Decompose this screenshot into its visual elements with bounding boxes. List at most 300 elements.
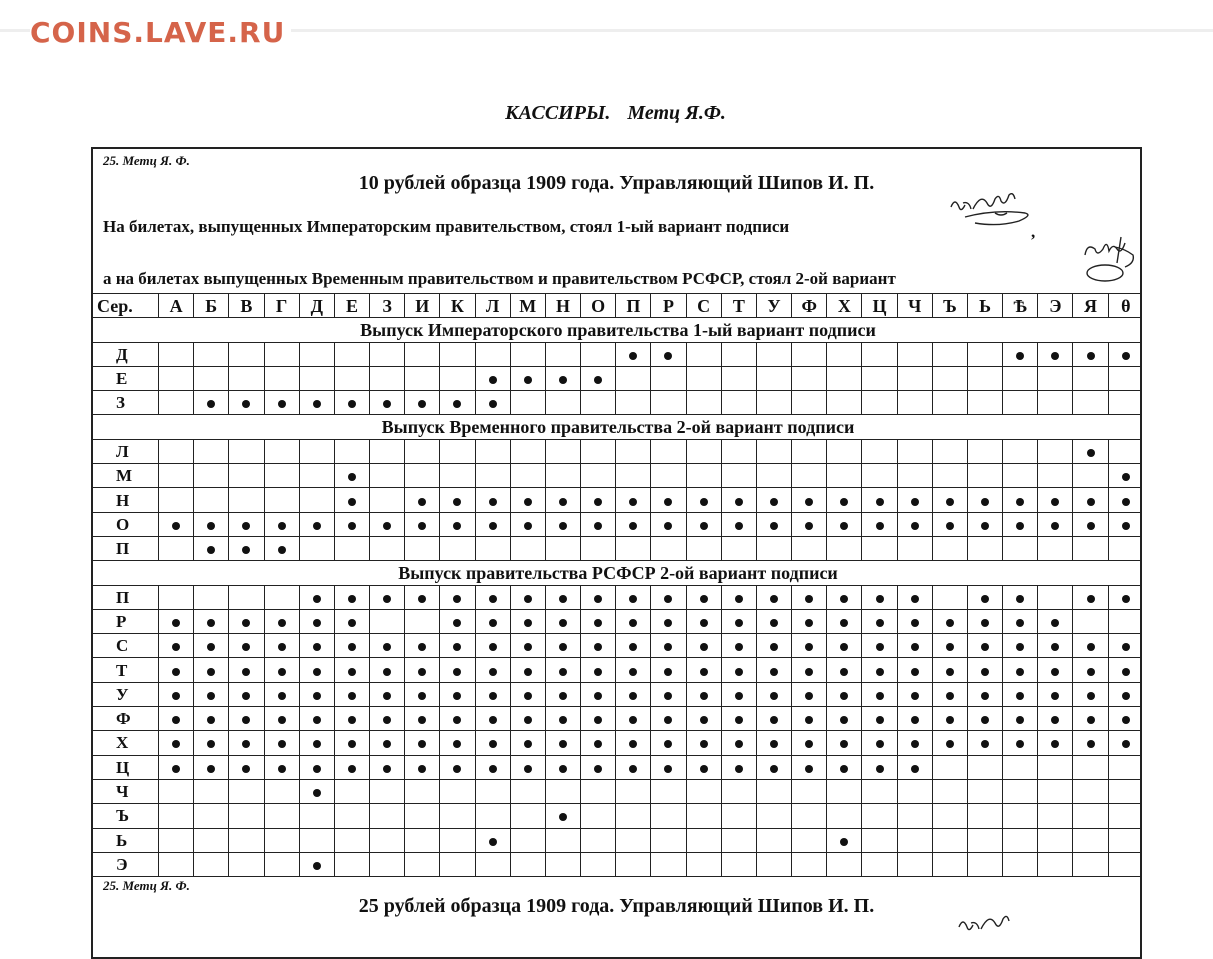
table-cell bbox=[405, 707, 440, 731]
table-cell bbox=[651, 658, 686, 682]
signature-variant-1-icon bbox=[945, 193, 1035, 233]
table-cell bbox=[1038, 682, 1073, 706]
table-cell bbox=[159, 707, 194, 731]
table-cell bbox=[967, 585, 1002, 609]
table-cell bbox=[334, 779, 369, 803]
table-cell bbox=[405, 779, 440, 803]
column-header: Х bbox=[827, 294, 862, 318]
series-letter: П bbox=[93, 536, 159, 560]
presence-dot-icon bbox=[242, 546, 250, 554]
table-cell bbox=[159, 634, 194, 658]
presence-dot-icon bbox=[946, 619, 954, 627]
table-cell bbox=[510, 464, 545, 488]
denomination-title: 10 рублей образца 1909 года. Управляющий Шипов И. П. bbox=[358, 172, 875, 194]
presence-dot-icon bbox=[489, 643, 497, 651]
column-header: Я bbox=[1073, 294, 1108, 318]
presence-dot-icon bbox=[735, 740, 743, 748]
table-cell bbox=[932, 585, 967, 609]
presence-dot-icon bbox=[242, 668, 250, 676]
presence-dot-icon bbox=[489, 376, 497, 384]
column-header: Н bbox=[545, 294, 580, 318]
table-cell bbox=[827, 658, 862, 682]
table-cell bbox=[1003, 682, 1038, 706]
presence-dot-icon bbox=[418, 668, 426, 676]
presence-dot-icon bbox=[453, 668, 461, 676]
table-cell bbox=[651, 852, 686, 876]
table-cell bbox=[229, 464, 264, 488]
presence-dot-icon bbox=[1122, 498, 1130, 506]
presence-dot-icon bbox=[876, 595, 884, 603]
table-cell bbox=[475, 342, 510, 366]
series-letter: М bbox=[93, 464, 159, 488]
presence-dot-icon bbox=[1016, 619, 1024, 627]
presence-dot-icon bbox=[559, 716, 567, 724]
table-cell bbox=[405, 828, 440, 852]
presence-dot-icon bbox=[805, 692, 813, 700]
table-cell bbox=[581, 391, 616, 415]
table-cell bbox=[229, 536, 264, 560]
table-cell bbox=[440, 464, 475, 488]
table-cell bbox=[299, 366, 334, 390]
presence-dot-icon bbox=[594, 643, 602, 651]
table-cell bbox=[721, 536, 756, 560]
presence-dot-icon bbox=[524, 376, 532, 384]
presence-dot-icon bbox=[383, 400, 391, 408]
signature-note-1-comma: , bbox=[1031, 222, 1036, 241]
table-cell bbox=[967, 488, 1002, 512]
table-cell bbox=[1003, 512, 1038, 536]
table-cell bbox=[756, 731, 791, 755]
table-cell bbox=[967, 342, 1002, 366]
presence-dot-icon bbox=[489, 716, 497, 724]
table-cell bbox=[792, 439, 827, 463]
table-cell bbox=[194, 682, 229, 706]
column-header: М bbox=[510, 294, 545, 318]
column-header: Ч bbox=[897, 294, 932, 318]
table-cell bbox=[475, 779, 510, 803]
table-cell bbox=[756, 536, 791, 560]
table-cell bbox=[616, 682, 651, 706]
table-cell bbox=[581, 804, 616, 828]
table-cell bbox=[475, 731, 510, 755]
table-cell bbox=[475, 536, 510, 560]
table-cell bbox=[475, 828, 510, 852]
table-cell bbox=[299, 731, 334, 755]
presence-dot-icon bbox=[700, 522, 708, 530]
table-cell bbox=[545, 634, 580, 658]
table-cell bbox=[932, 852, 967, 876]
presence-dot-icon bbox=[981, 522, 989, 530]
table-cell bbox=[721, 852, 756, 876]
table-cell bbox=[616, 512, 651, 536]
column-header: К bbox=[440, 294, 475, 318]
table-cell bbox=[827, 342, 862, 366]
table-cell bbox=[1038, 707, 1073, 731]
presence-dot-icon bbox=[911, 498, 919, 506]
presence-dot-icon bbox=[770, 522, 778, 530]
presence-dot-icon bbox=[418, 765, 426, 773]
table-cell bbox=[299, 391, 334, 415]
table-cell bbox=[1073, 707, 1108, 731]
table-cell bbox=[827, 634, 862, 658]
series-letter: З bbox=[93, 391, 159, 415]
table-cell bbox=[264, 828, 299, 852]
table-cell bbox=[370, 707, 405, 731]
presence-dot-icon bbox=[524, 595, 532, 603]
table-cell bbox=[1108, 682, 1142, 706]
table-cell bbox=[616, 852, 651, 876]
presence-dot-icon bbox=[664, 595, 672, 603]
presence-dot-icon bbox=[1087, 352, 1095, 360]
table-cell bbox=[1073, 366, 1108, 390]
table-cell bbox=[827, 585, 862, 609]
presence-dot-icon bbox=[313, 619, 321, 627]
table-cell bbox=[581, 658, 616, 682]
table-cell bbox=[967, 512, 1002, 536]
table-row bbox=[93, 366, 1143, 390]
presence-dot-icon bbox=[840, 522, 848, 530]
table-cell bbox=[370, 536, 405, 560]
table-cell bbox=[721, 439, 756, 463]
table-cell bbox=[616, 536, 651, 560]
table-cell bbox=[616, 391, 651, 415]
presence-dot-icon bbox=[1051, 498, 1059, 506]
table-cell bbox=[299, 804, 334, 828]
presence-dot-icon bbox=[1051, 740, 1059, 748]
table-cell bbox=[334, 755, 369, 779]
table-cell bbox=[827, 707, 862, 731]
presence-dot-icon bbox=[770, 668, 778, 676]
table-cell bbox=[1038, 366, 1073, 390]
table-cell bbox=[721, 804, 756, 828]
table-cell bbox=[440, 658, 475, 682]
table-cell bbox=[299, 464, 334, 488]
signature-variant-1-icon bbox=[953, 913, 1043, 943]
presence-dot-icon bbox=[876, 522, 884, 530]
table-cell bbox=[862, 342, 897, 366]
presence-dot-icon bbox=[453, 716, 461, 724]
table-cell bbox=[264, 391, 299, 415]
table-cell bbox=[229, 779, 264, 803]
table-cell bbox=[897, 779, 932, 803]
table-cell bbox=[334, 366, 369, 390]
table-cell bbox=[229, 731, 264, 755]
presence-dot-icon bbox=[524, 716, 532, 724]
presence-dot-icon bbox=[770, 692, 778, 700]
table-cell bbox=[651, 609, 686, 633]
table-cell bbox=[721, 731, 756, 755]
table-cell bbox=[159, 804, 194, 828]
presence-dot-icon bbox=[1051, 352, 1059, 360]
presence-dot-icon bbox=[207, 619, 215, 627]
presence-dot-icon bbox=[207, 546, 215, 554]
table-cell bbox=[229, 828, 264, 852]
table-cell bbox=[967, 779, 1002, 803]
presence-dot-icon bbox=[418, 716, 426, 724]
table-cell bbox=[651, 682, 686, 706]
presence-dot-icon bbox=[805, 643, 813, 651]
table-cell bbox=[229, 634, 264, 658]
table-cell bbox=[545, 585, 580, 609]
table-cell bbox=[159, 585, 194, 609]
table-cell bbox=[862, 464, 897, 488]
table-cell bbox=[264, 439, 299, 463]
presence-dot-icon bbox=[700, 498, 708, 506]
presence-dot-icon bbox=[1016, 692, 1024, 700]
table-cell bbox=[229, 391, 264, 415]
presence-dot-icon bbox=[489, 765, 497, 773]
presence-dot-icon bbox=[629, 716, 637, 724]
table-cell bbox=[440, 779, 475, 803]
presence-dot-icon bbox=[453, 740, 461, 748]
table-cell bbox=[1073, 755, 1108, 779]
table-cell bbox=[405, 439, 440, 463]
table-cell bbox=[897, 342, 932, 366]
presence-dot-icon bbox=[559, 595, 567, 603]
series-letter: О bbox=[93, 512, 159, 536]
table-cell bbox=[897, 366, 932, 390]
presence-dot-icon bbox=[559, 668, 567, 676]
table-cell bbox=[792, 828, 827, 852]
table-cell bbox=[475, 682, 510, 706]
table-cell bbox=[159, 828, 194, 852]
table-cell bbox=[1073, 439, 1108, 463]
table-cell bbox=[581, 464, 616, 488]
table-cell bbox=[932, 731, 967, 755]
table-cell bbox=[510, 366, 545, 390]
table-cell bbox=[510, 852, 545, 876]
column-header: Ц bbox=[862, 294, 897, 318]
presence-dot-icon bbox=[981, 692, 989, 700]
table-cell bbox=[334, 439, 369, 463]
presence-dot-icon bbox=[1016, 643, 1024, 651]
table-cell bbox=[862, 488, 897, 512]
table-cell bbox=[1038, 634, 1073, 658]
presence-dot-icon bbox=[524, 765, 532, 773]
presence-dot-icon bbox=[418, 595, 426, 603]
column-header: Ь bbox=[967, 294, 1002, 318]
table-cell bbox=[299, 682, 334, 706]
table-cell bbox=[299, 658, 334, 682]
presence-dot-icon bbox=[172, 643, 180, 651]
presence-dot-icon bbox=[418, 522, 426, 530]
table-cell bbox=[792, 755, 827, 779]
table-cell bbox=[721, 391, 756, 415]
table-cell bbox=[229, 439, 264, 463]
presence-dot-icon bbox=[700, 765, 708, 773]
presence-dot-icon bbox=[629, 522, 637, 530]
table-cell bbox=[1108, 439, 1142, 463]
presence-dot-icon bbox=[172, 740, 180, 748]
presence-dot-icon bbox=[770, 740, 778, 748]
presence-dot-icon bbox=[313, 740, 321, 748]
table-cell bbox=[1038, 585, 1073, 609]
column-header: Ѣ bbox=[1003, 294, 1038, 318]
presence-dot-icon bbox=[1122, 668, 1130, 676]
table-cell bbox=[475, 512, 510, 536]
presence-dot-icon bbox=[207, 668, 215, 676]
table-cell bbox=[1108, 755, 1142, 779]
table-cell bbox=[510, 585, 545, 609]
table-cell bbox=[1038, 439, 1073, 463]
table-cell bbox=[264, 464, 299, 488]
table-cell bbox=[545, 488, 580, 512]
presence-dot-icon bbox=[911, 668, 919, 676]
site-logo-link[interactable]: COINS.LAVE.RU bbox=[30, 16, 291, 49]
table-cell bbox=[686, 585, 721, 609]
table-cell bbox=[721, 658, 756, 682]
table-cell bbox=[897, 804, 932, 828]
table-cell bbox=[1038, 852, 1073, 876]
table-cell bbox=[616, 658, 651, 682]
table-cell bbox=[792, 464, 827, 488]
presence-dot-icon bbox=[524, 668, 532, 676]
presence-dot-icon bbox=[594, 692, 602, 700]
table-cell bbox=[827, 828, 862, 852]
series-letter: Н bbox=[93, 488, 159, 512]
presence-dot-icon bbox=[629, 740, 637, 748]
presence-dot-icon bbox=[664, 522, 672, 530]
table-cell bbox=[932, 439, 967, 463]
table-cell bbox=[1073, 828, 1108, 852]
table-row bbox=[93, 755, 1143, 779]
table-cell bbox=[264, 658, 299, 682]
table-cell bbox=[545, 804, 580, 828]
table-cell bbox=[440, 391, 475, 415]
table-cell bbox=[862, 731, 897, 755]
column-header: У bbox=[756, 294, 791, 318]
presence-dot-icon bbox=[1051, 643, 1059, 651]
table-cell bbox=[299, 828, 334, 852]
presence-dot-icon bbox=[489, 595, 497, 603]
table-cell bbox=[264, 488, 299, 512]
table-row bbox=[93, 464, 1143, 488]
table-cell bbox=[510, 634, 545, 658]
presence-dot-icon bbox=[313, 595, 321, 603]
table-cell bbox=[159, 488, 194, 512]
table-cell bbox=[194, 512, 229, 536]
table-cell bbox=[932, 342, 967, 366]
table-cell bbox=[159, 779, 194, 803]
table-cell bbox=[967, 366, 1002, 390]
presence-dot-icon bbox=[911, 643, 919, 651]
table-cell bbox=[1073, 536, 1108, 560]
presence-dot-icon bbox=[735, 498, 743, 506]
presence-dot-icon bbox=[911, 619, 919, 627]
table-cell bbox=[229, 682, 264, 706]
series-column-header: Сер. bbox=[93, 294, 159, 318]
table-cell bbox=[545, 464, 580, 488]
table-cell bbox=[862, 585, 897, 609]
table-cell bbox=[475, 366, 510, 390]
table-cell bbox=[686, 391, 721, 415]
table-cell bbox=[581, 536, 616, 560]
table-cell bbox=[229, 512, 264, 536]
table-cell bbox=[686, 536, 721, 560]
table-cell bbox=[756, 755, 791, 779]
table-cell bbox=[229, 804, 264, 828]
table-cell bbox=[159, 391, 194, 415]
presence-dot-icon bbox=[348, 692, 356, 700]
presence-dot-icon bbox=[383, 643, 391, 651]
table-cell bbox=[299, 779, 334, 803]
table-cell bbox=[1038, 828, 1073, 852]
table-row bbox=[93, 852, 1143, 876]
table-cell bbox=[862, 707, 897, 731]
presence-dot-icon bbox=[207, 643, 215, 651]
table-cell bbox=[932, 707, 967, 731]
table-cell bbox=[510, 707, 545, 731]
table-cell bbox=[299, 585, 334, 609]
table-cell bbox=[229, 658, 264, 682]
presence-dot-icon bbox=[700, 643, 708, 651]
presence-dot-icon bbox=[1016, 595, 1024, 603]
table-cell bbox=[264, 512, 299, 536]
presence-dot-icon bbox=[383, 522, 391, 530]
table-cell bbox=[334, 634, 369, 658]
table-cell bbox=[545, 512, 580, 536]
table-cell bbox=[510, 804, 545, 828]
table-cell bbox=[932, 391, 967, 415]
table-header-row bbox=[93, 294, 1143, 318]
table-cell bbox=[932, 488, 967, 512]
table-cell bbox=[159, 536, 194, 560]
table-cell bbox=[651, 488, 686, 512]
table-cell bbox=[686, 512, 721, 536]
presence-dot-icon bbox=[876, 716, 884, 724]
presence-dot-icon bbox=[664, 619, 672, 627]
presence-dot-icon bbox=[207, 740, 215, 748]
table-cell bbox=[932, 658, 967, 682]
table-cell bbox=[1073, 731, 1108, 755]
table-cell bbox=[1038, 755, 1073, 779]
table-cell bbox=[545, 391, 580, 415]
table-cell bbox=[194, 464, 229, 488]
presence-dot-icon bbox=[278, 716, 286, 724]
table-cell bbox=[440, 585, 475, 609]
table-cell bbox=[897, 464, 932, 488]
table-cell bbox=[1003, 634, 1038, 658]
series-letter: С bbox=[93, 634, 159, 658]
table-cell bbox=[475, 804, 510, 828]
table-cell bbox=[334, 464, 369, 488]
presence-dot-icon bbox=[348, 668, 356, 676]
table-cell bbox=[862, 828, 897, 852]
series-letter: Ъ bbox=[93, 804, 159, 828]
presence-dot-icon bbox=[664, 668, 672, 676]
catalog-sheet bbox=[91, 147, 1142, 959]
table-cell bbox=[897, 852, 932, 876]
table-cell bbox=[194, 439, 229, 463]
presence-dot-icon bbox=[700, 619, 708, 627]
table-cell bbox=[194, 828, 229, 852]
presence-dot-icon bbox=[946, 643, 954, 651]
presence-dot-icon bbox=[559, 643, 567, 651]
table-cell bbox=[229, 585, 264, 609]
presence-dot-icon bbox=[348, 643, 356, 651]
series-letter: Е bbox=[93, 366, 159, 390]
presence-dot-icon bbox=[453, 692, 461, 700]
table-cell bbox=[334, 682, 369, 706]
table-cell bbox=[651, 634, 686, 658]
presence-dot-icon bbox=[735, 595, 743, 603]
table-cell bbox=[334, 391, 369, 415]
table-cell bbox=[1073, 609, 1108, 633]
table-cell bbox=[897, 391, 932, 415]
presence-dot-icon bbox=[840, 765, 848, 773]
table-cell bbox=[1108, 391, 1142, 415]
table-cell bbox=[967, 634, 1002, 658]
